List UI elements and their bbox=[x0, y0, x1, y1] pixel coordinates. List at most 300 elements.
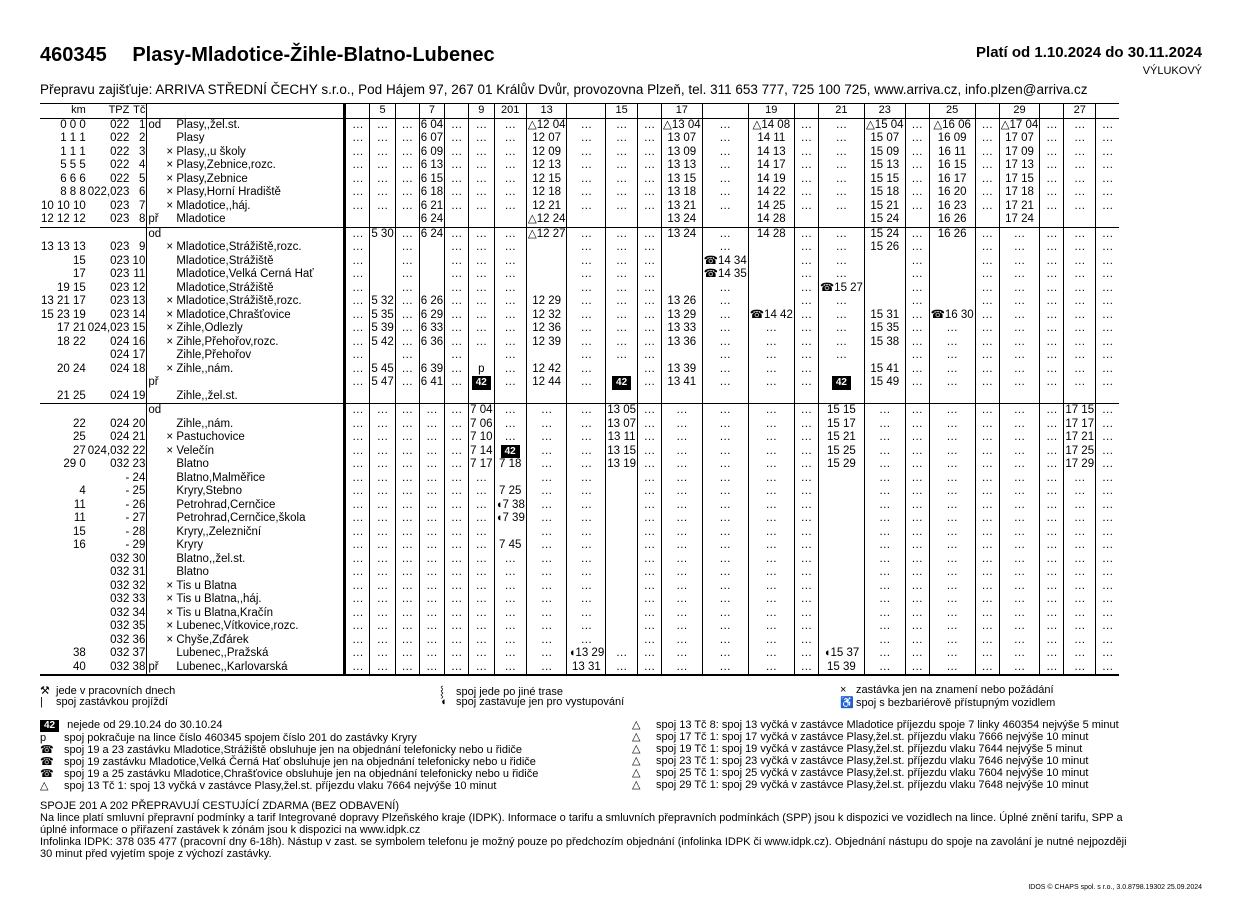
time-cell: … bbox=[469, 186, 494, 200]
time-cell: … bbox=[702, 349, 748, 363]
time-cell bbox=[370, 241, 395, 255]
time-cell: … bbox=[999, 607, 1040, 621]
km-cell bbox=[40, 404, 87, 418]
time-cell: … bbox=[1064, 322, 1096, 336]
time-cell: … bbox=[662, 661, 703, 676]
time-cell: … bbox=[526, 593, 567, 607]
time-cell: … bbox=[370, 159, 395, 173]
time-cell: … bbox=[345, 607, 370, 621]
time-cell: … bbox=[395, 499, 419, 513]
stop-row bbox=[40, 213, 1119, 227]
time-cell: … bbox=[1096, 282, 1120, 296]
stop-name: Mladotice,Strážiště,rozc. bbox=[176, 295, 302, 307]
time-cell: … bbox=[395, 132, 419, 146]
time-cell: … bbox=[445, 186, 469, 200]
time-cell: … bbox=[1096, 349, 1120, 363]
trip-header bbox=[395, 104, 419, 119]
time-cell bbox=[794, 213, 818, 227]
time-cell bbox=[606, 472, 638, 486]
time-cell: … bbox=[445, 458, 469, 472]
time-cell: 13 19 bbox=[607, 458, 636, 470]
note-42-badge: 42 bbox=[612, 376, 631, 390]
stop-name: Lubenec,Vítkovice,rozc. bbox=[176, 620, 299, 632]
time-cell: … bbox=[469, 255, 494, 269]
time-cell: … bbox=[370, 431, 395, 445]
time-cell: … bbox=[370, 512, 395, 526]
tc-cell: 10 bbox=[130, 255, 147, 269]
time-cell: … bbox=[1096, 445, 1120, 459]
time-cell: … bbox=[905, 336, 929, 350]
time-cell: … bbox=[748, 322, 794, 336]
time-cell: 7 14 bbox=[470, 444, 493, 457]
trip-header bbox=[905, 104, 929, 119]
time-cell: … bbox=[445, 634, 469, 648]
note-item bbox=[40, 744, 538, 756]
time-cell: 12 09 bbox=[526, 146, 567, 160]
time-cell bbox=[606, 553, 638, 567]
time-cell: … bbox=[1040, 295, 1064, 309]
time-cell: … bbox=[419, 566, 444, 580]
stop-name-cell bbox=[165, 553, 345, 567]
time-cell: … bbox=[999, 580, 1040, 594]
trip-header: 19 bbox=[748, 104, 794, 119]
time-cell: … bbox=[1096, 255, 1120, 269]
time-cell: … bbox=[929, 404, 975, 418]
time-cell: 5 39 bbox=[371, 322, 394, 334]
time-cell: … bbox=[794, 445, 818, 459]
time-cell bbox=[445, 213, 469, 227]
time-cell: … bbox=[905, 268, 929, 282]
time-cell: … bbox=[469, 607, 494, 621]
time-cell bbox=[567, 390, 606, 404]
time-cell: … bbox=[929, 485, 975, 499]
time-cell: … bbox=[445, 255, 469, 269]
stop-name-cell bbox=[165, 418, 345, 432]
time-cell: 17 21 bbox=[1065, 431, 1095, 443]
time-cell: … bbox=[469, 539, 494, 553]
time-cell: … bbox=[445, 607, 469, 621]
time-cell: … bbox=[929, 580, 975, 594]
time-cell bbox=[929, 255, 975, 269]
time-cell: … bbox=[748, 349, 794, 363]
time-cell: … bbox=[999, 458, 1040, 472]
tpz-cell: 032 bbox=[110, 606, 130, 619]
tc-cell bbox=[130, 376, 147, 390]
time-cell: … bbox=[445, 336, 469, 350]
arr-dep-cell bbox=[147, 472, 166, 486]
tpz-cell bbox=[87, 227, 131, 241]
stop-row bbox=[40, 580, 1119, 594]
time-cell: … bbox=[864, 458, 905, 472]
request-stop-mark: × bbox=[166, 431, 174, 443]
time-cell: … bbox=[606, 200, 638, 214]
stop-name-cell bbox=[165, 336, 345, 350]
time-cell: … bbox=[1064, 634, 1096, 648]
km-cell bbox=[40, 634, 87, 648]
legend-symbol: ⚒ bbox=[40, 685, 50, 697]
time-cell: … bbox=[370, 553, 395, 567]
time-cell: … bbox=[345, 404, 370, 418]
tpz-cell: 023 bbox=[110, 254, 130, 267]
trip-header bbox=[345, 104, 370, 119]
time-cell: … bbox=[1064, 566, 1096, 580]
time-cell: … bbox=[794, 634, 818, 648]
time-cell: 12 21 bbox=[526, 200, 567, 214]
time-cell bbox=[370, 268, 395, 282]
info-line: SPOJE 201 A 202 PŘEPRAVUJÍ CESTUJÍCÍ ZDARMA (BEZ ODBAVENÍ) bbox=[40, 800, 400, 812]
tc-cell: 6 bbox=[130, 186, 147, 200]
time-cell: … bbox=[1096, 336, 1120, 350]
note-item bbox=[632, 743, 1119, 755]
time-cell bbox=[606, 499, 638, 513]
stop-name: Žihle,,nám. bbox=[176, 417, 234, 430]
tc-cell: 15 bbox=[130, 322, 147, 336]
time-cell: … bbox=[606, 132, 638, 146]
time-cell: … bbox=[469, 282, 494, 296]
stop-name: Tis u Blatna,Kračín bbox=[176, 606, 274, 619]
time-cell: ☎14 35 bbox=[703, 268, 747, 280]
time-cell: … bbox=[345, 268, 370, 282]
time-cell: … bbox=[606, 661, 638, 676]
time-cell: … bbox=[999, 634, 1040, 648]
time-cell: … bbox=[794, 173, 818, 187]
time-cell bbox=[794, 390, 818, 404]
time-cell: 17 15 bbox=[1065, 404, 1095, 416]
time-cell: … bbox=[445, 376, 469, 390]
time-cell: … bbox=[370, 200, 395, 214]
time-cell: … bbox=[370, 539, 395, 553]
time-cell: … bbox=[494, 363, 526, 377]
time-cell: … bbox=[975, 132, 999, 146]
time-cell: 14 28 bbox=[748, 227, 794, 241]
stop-name-cell bbox=[165, 118, 345, 132]
time-cell bbox=[818, 526, 864, 540]
time-cell: … bbox=[419, 661, 444, 676]
time-cell: … bbox=[794, 336, 818, 350]
time-cell bbox=[606, 390, 638, 404]
time-cell: … bbox=[526, 404, 567, 418]
time-cell: … bbox=[905, 282, 929, 296]
time-cell bbox=[445, 390, 469, 404]
time-cell bbox=[370, 255, 395, 269]
tc-cell: 26 bbox=[130, 499, 147, 513]
tc-cell: 9 bbox=[130, 241, 147, 255]
time-cell: … bbox=[345, 241, 370, 255]
time-cell: … bbox=[395, 580, 419, 594]
time-cell: … bbox=[638, 132, 662, 146]
time-cell: … bbox=[1040, 607, 1064, 621]
time-cell: … bbox=[864, 445, 905, 459]
stop-row bbox=[40, 431, 1119, 445]
time-cell bbox=[975, 390, 999, 404]
time-cell: … bbox=[794, 647, 818, 661]
time-cell: … bbox=[662, 485, 703, 499]
time-cell: … bbox=[794, 404, 818, 418]
tc-cell: 30 bbox=[130, 553, 147, 567]
time-cell: … bbox=[929, 607, 975, 621]
time-cell: … bbox=[395, 647, 419, 661]
time-cell: … bbox=[794, 295, 818, 309]
time-cell: 13 33 bbox=[662, 322, 703, 336]
time-cell: … bbox=[702, 363, 748, 377]
legend-symbol: ⸾ bbox=[440, 686, 444, 698]
time-cell: … bbox=[794, 349, 818, 363]
time-cell: 15 15 bbox=[864, 173, 905, 187]
time-cell bbox=[929, 241, 975, 255]
note-symbol: △ bbox=[632, 731, 641, 743]
stop-name: Mladotice,,háj. bbox=[176, 199, 251, 212]
tpz-cell: 024 bbox=[110, 362, 130, 375]
time-cell: … bbox=[419, 458, 444, 472]
legend-item bbox=[440, 696, 840, 708]
time-cell: … bbox=[1064, 146, 1096, 160]
time-cell: 13 13 bbox=[662, 159, 703, 173]
time-cell: … bbox=[794, 580, 818, 594]
arr-dep-cell: od bbox=[148, 118, 162, 131]
note-item bbox=[632, 779, 1119, 791]
time-cell: 15 13 bbox=[864, 159, 905, 173]
time-cell bbox=[818, 213, 864, 227]
time-cell: … bbox=[494, 282, 526, 296]
time-cell: 7 06 bbox=[470, 417, 493, 430]
stop-name: Žihle,Přehořov,rozc. bbox=[176, 335, 279, 348]
time-cell: … bbox=[794, 241, 818, 255]
time-cell: … bbox=[702, 499, 748, 513]
time-cell: … bbox=[638, 458, 662, 472]
time-cell: … bbox=[606, 322, 638, 336]
time-cell: … bbox=[345, 295, 370, 309]
time-cell: … bbox=[1064, 118, 1096, 132]
time-cell: … bbox=[975, 431, 999, 445]
stop-row bbox=[40, 566, 1119, 580]
time-cell bbox=[526, 282, 567, 296]
time-cell: … bbox=[469, 173, 494, 187]
time-cell: … bbox=[606, 268, 638, 282]
time-cell: … bbox=[445, 418, 469, 432]
tpz-cell: 022 bbox=[110, 159, 130, 171]
time-cell bbox=[606, 363, 638, 377]
trip-header bbox=[702, 104, 748, 119]
tpz-cell: - bbox=[125, 539, 130, 551]
time-cell bbox=[702, 390, 748, 404]
time-cell: … bbox=[794, 499, 818, 513]
time-cell: … bbox=[1096, 376, 1120, 390]
time-cell: … bbox=[748, 418, 794, 432]
time-cell: … bbox=[1040, 255, 1064, 269]
time-cell: … bbox=[748, 580, 794, 594]
time-cell: … bbox=[526, 553, 567, 567]
time-cell: … bbox=[395, 336, 419, 350]
stop-name-cell bbox=[165, 580, 345, 594]
time-cell: … bbox=[1040, 526, 1064, 540]
stop-row bbox=[40, 255, 1119, 269]
time-cell: … bbox=[702, 553, 748, 567]
time-cell: ☎16 30 bbox=[930, 308, 974, 321]
km-cell bbox=[40, 349, 87, 363]
time-cell: … bbox=[702, 661, 748, 676]
tpz-cell: 023 bbox=[110, 308, 130, 321]
time-cell: … bbox=[975, 255, 999, 269]
time-cell: … bbox=[1064, 241, 1096, 255]
stop-row bbox=[40, 404, 1119, 418]
request-stop-mark: × bbox=[166, 593, 174, 605]
time-cell: ◖7 39 bbox=[495, 512, 525, 524]
note-item bbox=[632, 767, 1119, 779]
stop-row bbox=[40, 661, 1119, 676]
time-cell: … bbox=[999, 322, 1040, 336]
time-cell: … bbox=[445, 118, 469, 132]
time-cell: … bbox=[638, 295, 662, 309]
time-cell bbox=[864, 390, 905, 404]
time-cell: … bbox=[905, 309, 929, 323]
time-cell: … bbox=[1096, 620, 1120, 634]
tpz-cell: 032 bbox=[110, 579, 130, 592]
stop-name: Žihle,,nám. bbox=[176, 362, 234, 375]
time-cell: 17 13 bbox=[999, 159, 1040, 173]
time-cell: 13 24 bbox=[662, 227, 703, 241]
time-cell: … bbox=[818, 186, 864, 200]
time-cell bbox=[606, 213, 638, 227]
km-cell bbox=[40, 376, 87, 390]
time-cell: … bbox=[905, 349, 929, 363]
time-cell bbox=[929, 295, 975, 309]
time-cell: … bbox=[1064, 186, 1096, 200]
arr-dep-cell bbox=[147, 620, 166, 634]
time-cell bbox=[638, 213, 662, 227]
time-cell: … bbox=[469, 620, 494, 634]
stop-row bbox=[40, 458, 1119, 472]
tc-cell: 38 bbox=[130, 661, 147, 676]
time-cell: 15 49 bbox=[864, 376, 905, 390]
time-cell: … bbox=[638, 661, 662, 676]
tc-cell: 27 bbox=[130, 512, 147, 526]
time-cell: … bbox=[1064, 485, 1096, 499]
time-cell: 14 13 bbox=[748, 146, 794, 160]
time-cell: … bbox=[1040, 593, 1064, 607]
time-cell: … bbox=[702, 580, 748, 594]
stop-name-cell bbox=[165, 607, 345, 621]
time-cell: … bbox=[494, 566, 526, 580]
time-cell: … bbox=[794, 322, 818, 336]
request-stop-mark: × bbox=[166, 308, 174, 321]
timetable bbox=[40, 103, 1119, 676]
km-cell bbox=[40, 553, 87, 567]
time-cell: … bbox=[638, 349, 662, 363]
tc-cell: 3 bbox=[130, 146, 147, 160]
note-item bbox=[632, 755, 1119, 767]
timetable-type: VÝLUKOVÝ bbox=[1142, 65, 1202, 77]
time-cell: 13 29 bbox=[662, 309, 703, 323]
time-cell: … bbox=[606, 647, 638, 661]
trip-header bbox=[1040, 104, 1064, 119]
time-cell: 17 24 bbox=[999, 213, 1040, 227]
stop-row bbox=[40, 593, 1119, 607]
time-cell: … bbox=[905, 526, 929, 540]
time-cell: … bbox=[818, 227, 864, 241]
time-cell: … bbox=[638, 485, 662, 499]
trip-header bbox=[794, 104, 818, 119]
km-cell: 25 bbox=[72, 431, 86, 443]
time-cell: … bbox=[905, 620, 929, 634]
stop-row bbox=[40, 390, 1119, 404]
time-cell: … bbox=[702, 173, 748, 187]
time-cell: … bbox=[419, 634, 444, 648]
time-cell: … bbox=[702, 404, 748, 418]
stop-name: Plasy,,žel.st. bbox=[176, 118, 241, 131]
time-cell: … bbox=[662, 404, 703, 418]
stop-name-cell bbox=[165, 309, 345, 323]
legend-text: jede v pracovních dnech bbox=[56, 685, 176, 697]
time-cell: … bbox=[445, 404, 469, 418]
time-cell: … bbox=[929, 593, 975, 607]
time-cell: … bbox=[1040, 241, 1064, 255]
arr-dep-cell bbox=[147, 363, 166, 377]
time-cell: 5 45 bbox=[371, 362, 394, 375]
time-cell: … bbox=[1040, 322, 1064, 336]
km-cell: 10 10 10 bbox=[41, 199, 86, 212]
km-cell bbox=[40, 566, 87, 580]
time-cell: 12 15 bbox=[526, 173, 567, 187]
time-cell: 15 17 bbox=[818, 418, 864, 432]
time-cell: … bbox=[345, 499, 370, 513]
time-cell: … bbox=[345, 309, 370, 323]
time-cell: 15 31 bbox=[864, 309, 905, 323]
time-cell: 7 18 bbox=[494, 458, 526, 472]
time-cell: … bbox=[1096, 363, 1120, 377]
time-cell: 15 35 bbox=[864, 322, 905, 336]
time-cell: … bbox=[395, 241, 419, 255]
trip-header: 25 bbox=[929, 104, 975, 119]
time-cell: … bbox=[345, 118, 370, 132]
stop-name: Chyše,Žďárek bbox=[176, 633, 249, 646]
time-cell: … bbox=[469, 132, 494, 146]
time-cell: … bbox=[905, 472, 929, 486]
validity: Platí od 1.10.2024 do 30.11.2024 bbox=[976, 44, 1202, 61]
time-cell: … bbox=[1096, 593, 1120, 607]
time-cell bbox=[864, 282, 905, 296]
line-title bbox=[40, 44, 495, 67]
time-cell: … bbox=[345, 322, 370, 336]
stop-name-cell bbox=[165, 322, 345, 336]
time-cell: … bbox=[702, 186, 748, 200]
tc-cell bbox=[130, 227, 147, 241]
time-cell bbox=[419, 390, 444, 404]
arr-dep-cell bbox=[147, 512, 166, 526]
time-cell: … bbox=[818, 146, 864, 160]
stop-row bbox=[40, 620, 1119, 634]
time-cell: … bbox=[794, 607, 818, 621]
time-cell: … bbox=[469, 336, 494, 350]
time-cell: … bbox=[638, 159, 662, 173]
time-cell: … bbox=[345, 282, 370, 296]
time-cell: … bbox=[445, 363, 469, 377]
time-cell: … bbox=[999, 512, 1040, 526]
stop-row bbox=[40, 173, 1119, 187]
time-cell: … bbox=[975, 227, 999, 241]
time-cell: … bbox=[494, 647, 526, 661]
stop-row bbox=[40, 512, 1119, 526]
km-cell: 4 bbox=[79, 485, 86, 497]
legend-text: spoj zastávkou projíždí bbox=[56, 696, 168, 708]
time-cell: … bbox=[567, 322, 606, 336]
time-cell: … bbox=[864, 607, 905, 621]
time-cell: 17 29 bbox=[1065, 458, 1095, 470]
time-cell: … bbox=[999, 661, 1040, 676]
time-cell: … bbox=[638, 499, 662, 513]
stop-row bbox=[40, 445, 1119, 459]
time-cell: … bbox=[567, 566, 606, 580]
time-cell: 6 26 bbox=[420, 295, 444, 307]
